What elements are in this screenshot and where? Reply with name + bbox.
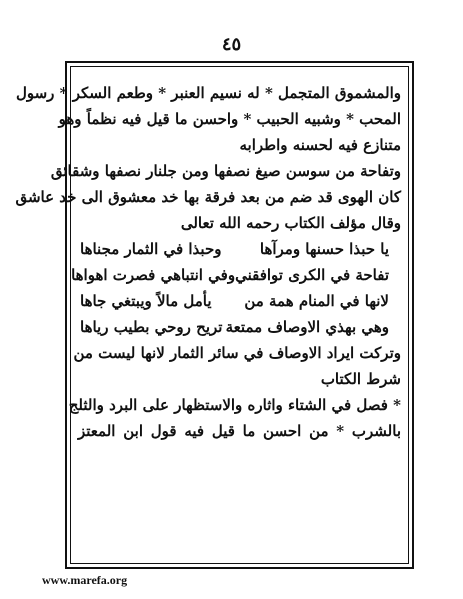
chapter-heading: * فصل في الشتاء واثاره والاستظهار على البرد والثلج	[68, 396, 401, 414]
verse-first-half: لانها في المنام همة من	[244, 292, 389, 310]
text-line: متنازع فيه لحسنه واطرابه	[239, 136, 401, 154]
verse-line: كان الهوى قد ضم من بعد فرقة بها خد معشوق الى خد عاشق	[15, 188, 401, 206]
poem-verse	[78, 236, 401, 262]
text-line: المحب * وشبيه الحبيب * واحسن ما قيل فيه نظماً وهو	[58, 110, 401, 128]
verse-second-half: يأمل مالاً ويبتغي جاها	[80, 292, 212, 310]
text-line: وتركت ايراد الاوصاف في سائر الثمار لانها ليست من	[73, 344, 401, 362]
verse-second-half: وحبذا في الثمار مجناها	[80, 240, 222, 258]
verse-second-half: تريح روحي بطيب رياها	[80, 318, 223, 336]
section-heading: وقال مؤلف الكتاب رحمه الله تعالى	[180, 214, 401, 232]
footer-url: www.marefa.org	[42, 573, 128, 587]
page-text	[15, 80, 401, 444]
verse-line: وتفاحة من سوسن صيغ نصفها ومن جلنار نصفها وشقائق	[50, 162, 401, 180]
verse-first-half: تفاحة في الكرى توافقني	[235, 266, 389, 284]
page-number: ٤٥	[221, 34, 242, 55]
verse-second-half: وفي انتباهي فصرت اهواها	[71, 266, 236, 284]
text-line: والمشموق المتجمل * له نسيم العنبر * وطعم السكر * رسول	[15, 84, 401, 102]
poem-verse	[78, 288, 401, 314]
poem-verse	[78, 314, 401, 340]
chapter-heading: بالشرب * من احسن ما قيل فيه قول ابن المعتز	[78, 422, 401, 440]
verse-first-half: وهي بهذي الاوصاف ممتعة	[225, 318, 389, 336]
poem-verse	[71, 262, 401, 288]
verse-first-half: يا حبذا حسنها ومرآها	[259, 240, 389, 258]
text-line: شرط الكتاب	[320, 370, 401, 388]
